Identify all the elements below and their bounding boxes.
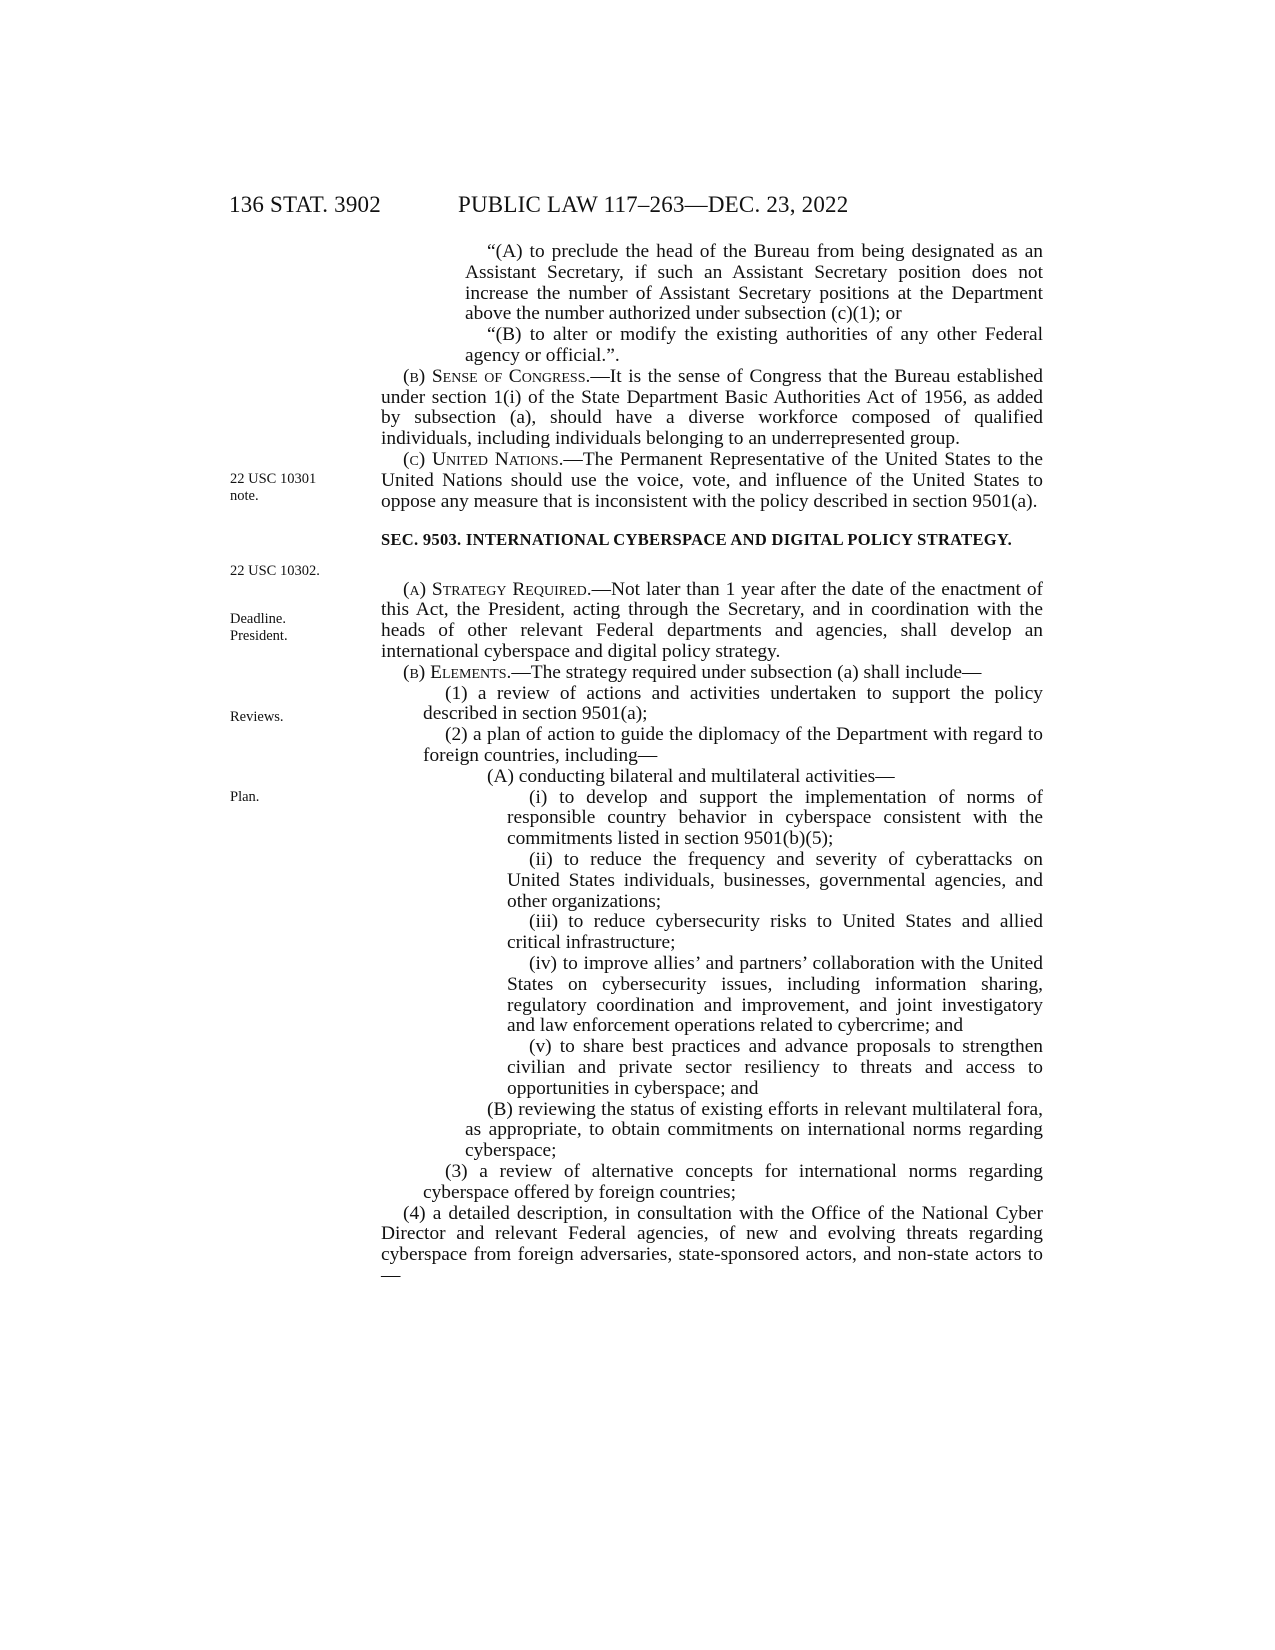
margin-note-line: President. xyxy=(230,628,288,644)
strategy-required-text: —Not later than 1 year after the date of the enactment of this Act, the President, acting through the Secretary, and in coordination with the heads of other relevant Federal departments and agencies, shall develop an international cyberspace and digital policy strategy. xyxy=(381,578,1043,663)
item-3: (3) a review of alternative concepts for international norms regarding cyberspace offered by foreign countries; xyxy=(423,1160,1043,1203)
item-4: (4) a detailed description, in consultation with the Office of the National Cyber Director and relevant Federal agencies, of new and evolving threats regarding cyberspace from foreign adversaries, state-sponsored actors, and non-state actors to— xyxy=(381,1202,1043,1286)
item-2A-iv: (iv) to improve allies’ and partners’ collaboration with the United States on cybersecurity issues, including information sharing, regulatory coordination and improvement, and joint investigatory and law enforcement operations related to cybercrime; and xyxy=(507,953,1043,1037)
item-2A-i: (i) to develop and support the implementation of norms of responsible country behavior in cyberspace consistent with the commitments listed in section 9501(b)(5); xyxy=(507,786,1043,850)
margin-note-usc-10301 xyxy=(230,471,316,505)
stat-reference: 136 STAT. 3902 xyxy=(229,192,381,217)
elements-text: —The strategy required under subsection (a) shall include— xyxy=(511,661,982,683)
paragraph-A: “(A) to preclude the head of the Bureau from being designated as an Assistant Secretary, if such an Assistant Secretary position does not increase the number of Assistant Secretary positions at the Department above the number authorized under subsection (c)(1); or xyxy=(465,241,1043,325)
united-nations xyxy=(381,450,1043,512)
margin-note-plan: Plan. xyxy=(230,789,260,805)
sense-of-congress-text: —It is the sense of Congress that the Bureau established under section 1(i) of the State Department Basic Authorities Act of 1956, as added by subsection (a), should have a diverse workforce composed of qualified individuals, including individuals belonging to an underrepresented group. xyxy=(381,365,1043,450)
margin-note-deadline xyxy=(230,611,288,645)
item-2A-v: (v) to share best practices and advance proposals to strengthen civilian and private sector resiliency to threats and access to opportunities in cyberspace; and xyxy=(507,1036,1043,1099)
margin-note-usc-10302: 22 USC 10302. xyxy=(230,563,320,579)
united-nations-heading: (c) United Nations. xyxy=(403,448,564,470)
paragraph-B: “(B) to alter or modify the existing authorities of any other Federal agency or official.”. xyxy=(465,324,1043,366)
strategy-required-heading: (a) Strategy Required. xyxy=(403,578,592,600)
united-nations-text: —The Permanent Representative of the United States to the United Nations should use the voice, vote, and influence of the United States to oppose any measure that is inconsistent with the policy described in section 9501(a). xyxy=(381,448,1043,512)
item-1: (1) a review of actions and activities undertaken to support the policy described in section 9501(a); xyxy=(423,682,1043,725)
item-2A-iii: (iii) to reduce cybersecurity risks to United States and allied critical infrastructure; xyxy=(507,911,1043,954)
margin-note-reviews: Reviews. xyxy=(230,709,284,725)
statute-body xyxy=(381,242,1043,1287)
item-2B: (B) reviewing the status of existing efforts in relevant multilateral fora, as appropriate, to obtain commitments on international norms regarding cyberspace; xyxy=(465,1098,1043,1162)
strategy-required xyxy=(381,580,1043,663)
sense-of-congress xyxy=(381,367,1043,450)
elements-heading: (b) Elements. xyxy=(403,661,512,683)
margin-note-line: note. xyxy=(230,488,259,504)
item-2A-ii: (ii) to reduce the frequency and severity of cyberattacks on United States individuals, businesses, governmental agencies, and other organizations; xyxy=(507,849,1043,912)
page-header-title: PUBLIC LAW 117–263—DEC. 23, 2022 xyxy=(458,192,849,217)
elements xyxy=(381,663,1043,684)
sense-of-congress-heading: (b) Sense of Congress. xyxy=(403,365,591,387)
section-heading: SEC. 9503. INTERNATIONAL CYBERSPACE AND DIGITAL POLICY STRATEGY. xyxy=(381,530,1013,550)
margin-note-line: Deadline. xyxy=(230,611,286,627)
margin-note-line: 22 USC 10301 xyxy=(230,471,317,487)
item-2A: (A) conducting bilateral and multilateral activities— xyxy=(487,765,895,787)
item-2: (2) a plan of action to guide the diplomacy of the Department with regard to foreign countries, including— xyxy=(423,724,1043,767)
